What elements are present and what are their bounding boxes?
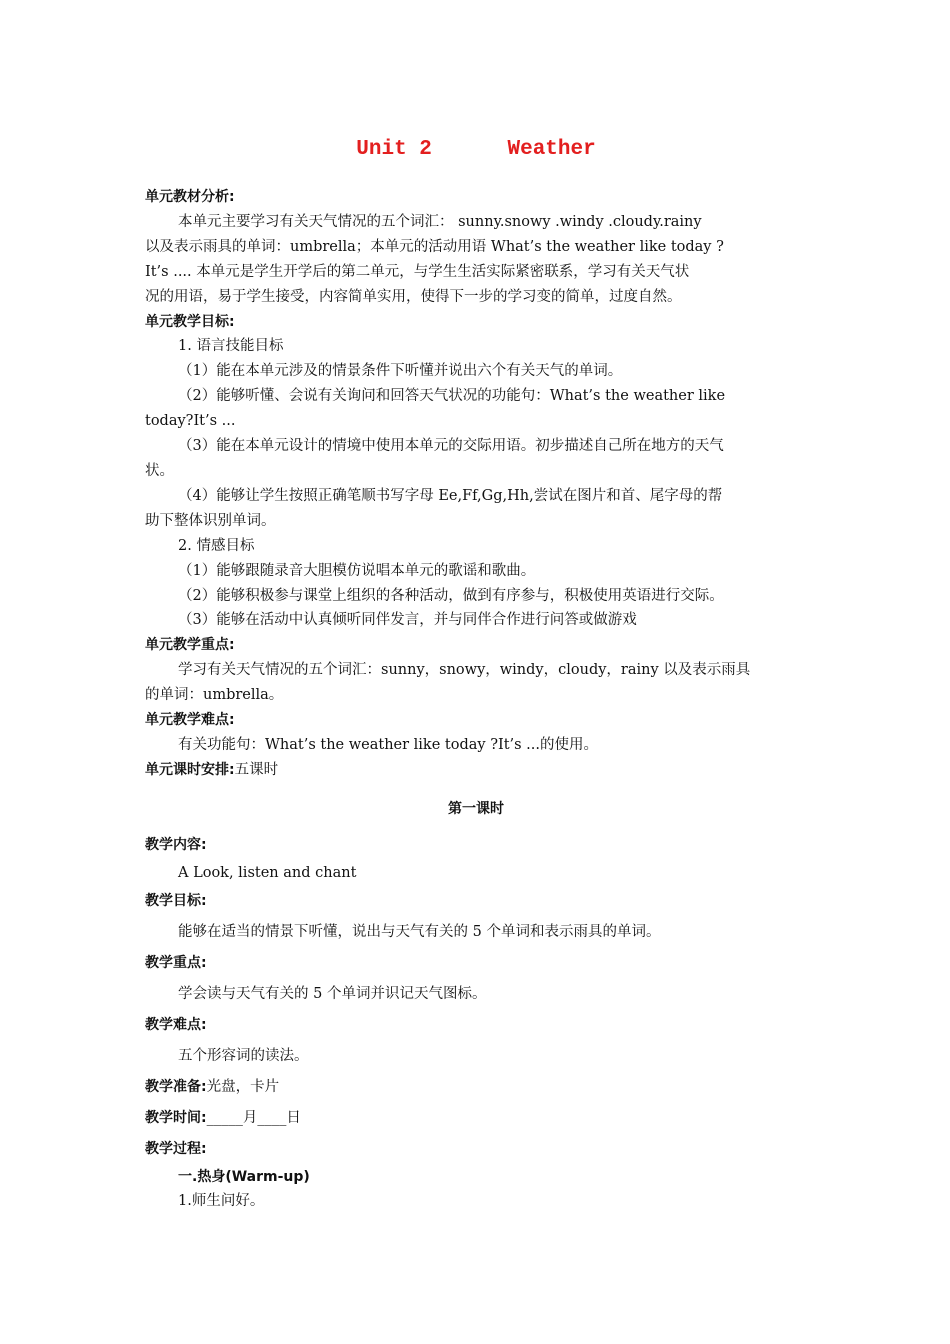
time-value: _____月____日 [206, 1109, 301, 1126]
process-step: 一.热身(Warm-up) [178, 1168, 310, 1185]
content-line: A Look, listen and chant [178, 864, 357, 881]
emo-goal-item: （2）能够积极参与课堂上组织的各种活动，做到有序参与，积极使用英语进行交际。 [178, 587, 724, 604]
prep-value: 光盘，卡片 [206, 1078, 280, 1095]
lang-goal-item: 状。 [145, 462, 174, 479]
analysis-line: 况的用语，易于学生接受，内容简单实用，使得下一步的学习变的简单，过度自然。 [145, 288, 682, 305]
lesson-focus-line: 学会读与天气有关的 5 个单词并识记天气图标。 [178, 985, 487, 1002]
analysis-line: It’s .... 本单元是学生开学后的第二单元，与学生生活实际紧密联系，学习有关天气状 [145, 263, 690, 280]
goals-heading: 单元教学目标: [145, 313, 235, 330]
focus-line: 学习有关天气情况的五个词汇：sunny，snowy，windy，cloudy，rainy 以及表示雨具 [178, 662, 751, 679]
process-heading: 教学过程: [145, 1140, 207, 1157]
lang-goal-title: 1. 语言技能目标 [178, 338, 284, 355]
lang-goal-item: 助下整体识别单词。 [145, 512, 276, 529]
emo-goal-item: （3）能够在活动中认真倾听同伴发言，并与同伴合作进行问答或做游戏 [178, 612, 637, 629]
difficulty-line: 有关功能句：What’s the weather like today ?It’s ...的使用。 [178, 736, 599, 753]
lang-goal-item: （1）能在本单元涉及的情景条件下听懂并说出六个有关天气的单词。 [178, 363, 623, 380]
schedule-value: 五课时 [234, 761, 279, 778]
focus-line: 的单词：umbrella。 [145, 687, 284, 704]
time-row [145, 1103, 807, 1134]
emo-goal-title: 2. 情感目标 [178, 537, 255, 554]
prep-heading: 教学准备: [145, 1078, 207, 1095]
process-substep: 1.师生问好。 [178, 1193, 265, 1210]
lang-goal-item: today?It’s ... [145, 413, 236, 430]
lesson-diff-line: 五个形容词的读法。 [178, 1047, 309, 1064]
lang-goal-item: （4）能够让学生按照正确笔顺书写字母 Ee,Ff,Gg,Hh,尝试在图片和首、尾字母的帮 [178, 487, 723, 504]
prep-row [145, 1072, 807, 1103]
lang-goal-item: （2）能够听懂、会说有关询问和回答天气状况的功能句：What’s the weather like [178, 388, 726, 405]
document-page [145, 135, 807, 1214]
difficulty-heading: 单元教学难点: [145, 712, 235, 729]
schedule-row [145, 758, 807, 783]
document-title: Unit 2 Weather [356, 138, 596, 161]
schedule-heading: 单元课时安排: [145, 761, 235, 778]
analysis-line: 以及表示雨具的单词：umbrella；本单元的活动用语 What’s the weather like today ? [145, 238, 724, 255]
analysis-heading: 单元教材分析: [145, 189, 235, 205]
focus-heading: 单元教学重点: [145, 637, 235, 654]
goal-line: 能够在适当的情景下听懂，说出与天气有关的 5 个单词和表示雨具的单词。 [178, 923, 661, 940]
lesson-title: 第一课时 [448, 800, 504, 817]
lesson-focus-heading: 教学重点: [145, 954, 207, 971]
lang-goal-item: （3）能在本单元设计的情境中使用本单元的交际用语。初步描述自己所在地方的天气 [178, 438, 724, 455]
time-heading: 教学时间: [145, 1109, 207, 1126]
goal-heading: 教学目标: [145, 892, 207, 909]
content-heading: 教学内容: [145, 836, 207, 853]
analysis-line: 本单元主要学习有关天气情况的五个词汇： sunny.snowy .windy .cloudy.rainy [178, 213, 702, 230]
lesson-diff-heading: 教学难点: [145, 1016, 207, 1033]
emo-goal-item: （1）能够跟随录音大胆模仿说唱本单元的歌谣和歌曲。 [178, 562, 536, 579]
